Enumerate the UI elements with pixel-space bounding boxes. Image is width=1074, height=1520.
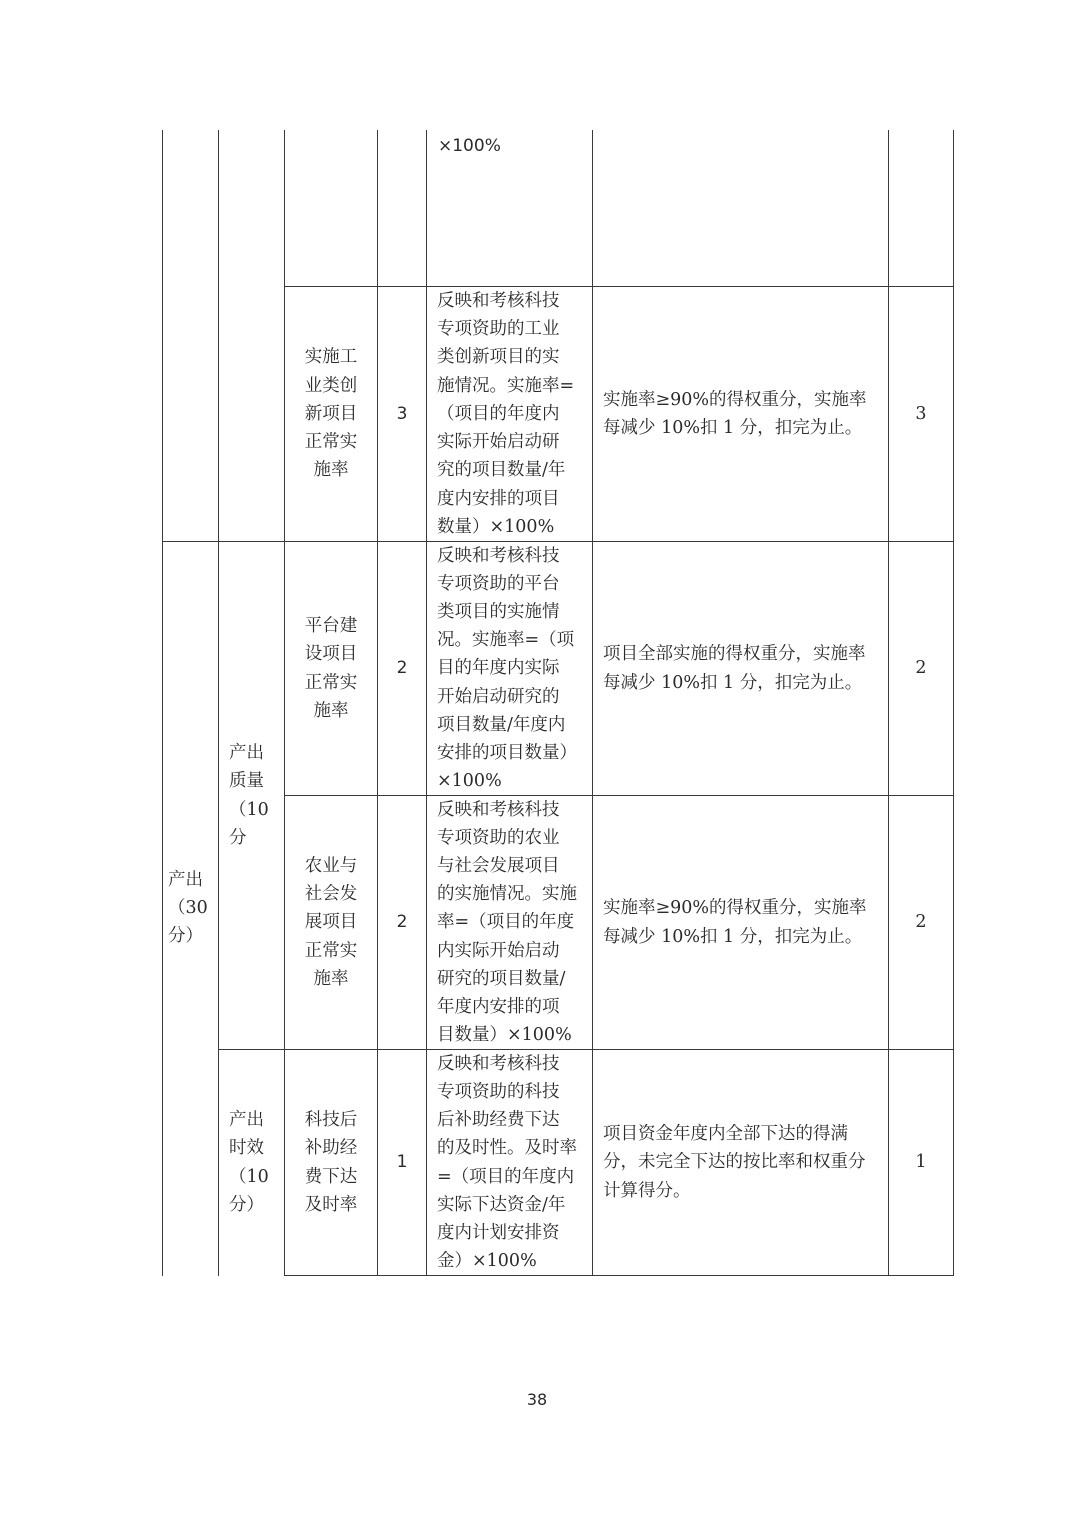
page-number: 38 [526, 1390, 548, 1409]
level2-indicator-quality: 产出 质量 （10 分 [229, 743, 269, 848]
weight-cell: 2 [396, 912, 408, 933]
score-cell: 2 [915, 912, 927, 933]
standard-cell: 项目资金年度内全部下达的得满 分，未完全下达的按比率和权重分 计算得分。 [603, 1124, 866, 1201]
description-cell-carryover: ×100% [438, 136, 501, 156]
standard-cell: 实施率≥90%的得权重分，实施率 每减少 10%扣 1 分，扣完为止。 [603, 898, 867, 947]
table-divider-col5 [592, 130, 593, 1276]
indicator-cell: 农业与 社会发 展项目 正常实 施率 [304, 855, 358, 989]
description-cell: 反映和考核科技 专项资助的科技 后补助经费下达 的及时性。及时率 =（项目的年度内 实际下达资金/年 度内计划安排资 金）×100% [437, 1053, 577, 1272]
table-border-bottom [284, 1275, 954, 1276]
table-border-right [953, 130, 954, 1276]
level2-indicator-timeliness: 产出 时效 （10 分） [229, 1110, 269, 1215]
score-cell: 3 [915, 403, 927, 424]
score-cell: 2 [915, 658, 927, 679]
level1-indicator-output: 产出 （30 分） [168, 869, 208, 947]
indicator-cell: 实施工 业类创 新项目 正常实 施率 [304, 347, 358, 481]
indicator-cell: 科技后 补助经 费下达 及时率 [304, 1110, 358, 1215]
description-cell: 反映和考核科技 专项资助的工业 类创新项目的实 施情况。实施率= （项目的年度内 实际开始启动研 究的项目数量/年 度内安排的项目 数量）×100% [437, 291, 575, 537]
standard-cell: 项目全部实施的得权重分，实施率 每减少 10%扣 1 分，扣完为止。 [603, 644, 866, 693]
table-border-left [162, 130, 163, 1276]
score-cell: 1 [915, 1152, 927, 1173]
indicator-cell: 平台建 设项目 正常实 施率 [304, 616, 358, 721]
weight-cell: 2 [396, 658, 408, 679]
standard-cell: 实施率≥90%的得权重分，实施率 每减少 10%扣 1 分，扣完为止。 [603, 389, 867, 438]
description-cell: 反映和考核科技 专项资助的平台 类项目的实施情 况。实施率=（项 目的年度内实际 开始启动研究的 项目数量/年度内 安排的项目数量） ×100% [437, 545, 577, 792]
weight-cell: 3 [396, 403, 408, 424]
weight-cell: 1 [396, 1152, 408, 1173]
description-cell: 反映和考核科技 专项资助的农业 与社会发展项目 的实施情况。实施 率=（项目的年度 内实际开始启动 研究的项目数量/ 年度内安排的项 目数量）×100% [437, 799, 577, 1046]
table-divider-col4 [426, 130, 427, 1276]
table-divider-col1 [218, 130, 219, 1276]
